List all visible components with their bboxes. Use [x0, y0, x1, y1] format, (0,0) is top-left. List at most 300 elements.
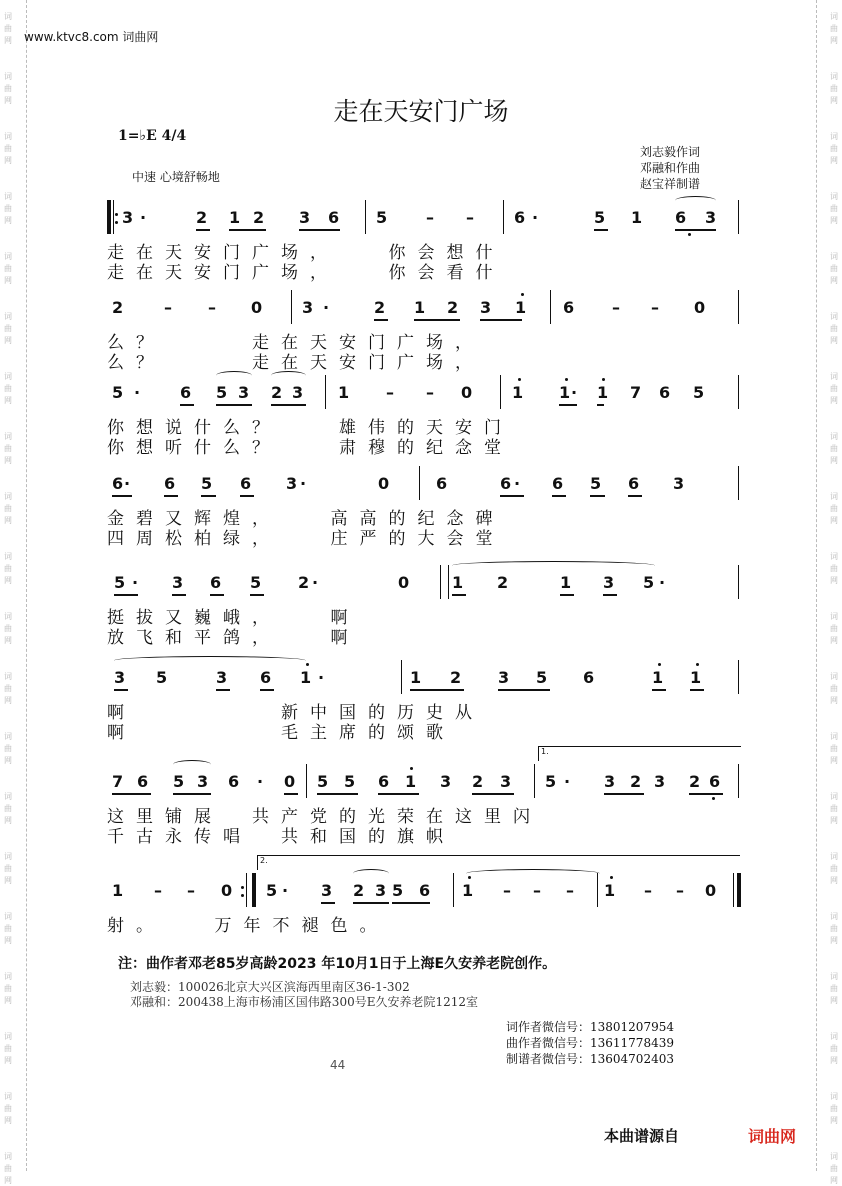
watermark-char: 网: [830, 516, 838, 525]
lyric-line: 挺拔又巍峨， 啊: [107, 608, 360, 628]
watermark-char: 词: [830, 72, 838, 81]
watermark-char: 网: [830, 1056, 838, 1065]
volta-bracket: 1.: [538, 746, 741, 761]
volta-bracket: 2.: [257, 855, 740, 870]
note-token: 1: [690, 668, 702, 687]
beat-underline: [392, 902, 430, 904]
octave-dot: [518, 378, 521, 381]
note-token: 1: [512, 383, 524, 402]
watermark-char: 词: [4, 552, 12, 561]
composition-note: 注：曲作者邓老85岁高龄2023 年10月1日于上海E久安养老院创作。: [118, 956, 557, 972]
note-token: 6: [228, 772, 240, 791]
note-token: 5: [536, 668, 548, 687]
lyric-line: 走在天安门广场， 你会看什: [107, 263, 505, 283]
lyric-line: 么？ 走在天安门广场，: [107, 353, 484, 373]
watermark-char: 词: [830, 432, 838, 441]
note-token: 6: [514, 208, 526, 227]
lyric-line: 这里铺展 共产党的光荣在这里闪: [107, 807, 542, 827]
watermark-char: 曲: [4, 144, 12, 153]
watermark-char: 曲: [4, 204, 12, 213]
watermark-char: 网: [4, 216, 12, 225]
watermark-char: 词: [830, 132, 838, 141]
barline: [733, 873, 734, 907]
watermark-char: 网: [4, 1176, 12, 1185]
beat-underline: [552, 495, 566, 497]
beat-underline: [675, 229, 716, 231]
watermark-char: 网: [830, 336, 838, 345]
slur-arc: [114, 656, 306, 665]
octave-dot: [410, 767, 413, 770]
beat-underline: [112, 793, 151, 795]
watermark-char: 网: [830, 1116, 838, 1125]
watermark-char: 网: [4, 1056, 12, 1065]
beat-underline: [594, 229, 608, 231]
slur-arc: [675, 196, 716, 205]
beat-underline: [210, 594, 224, 596]
note-token: 6: [419, 881, 431, 900]
beat-underline: [590, 495, 605, 497]
note-token: 5: [344, 772, 356, 791]
note-token: 3: [375, 881, 387, 900]
note-token: 1: [560, 573, 572, 592]
note-token: 6: [112, 474, 124, 493]
note-token: 3: [440, 772, 452, 791]
watermark-char: 网: [4, 816, 12, 825]
note-token: 2: [353, 881, 365, 900]
note-token: 2: [630, 772, 642, 791]
watermark-char: 网: [4, 936, 12, 945]
note-token: 2: [450, 668, 462, 687]
watermark-char: 曲: [830, 384, 838, 393]
watermark-char: 词: [4, 72, 12, 81]
watermark-char: 词: [4, 912, 12, 921]
octave-dot: [602, 378, 605, 381]
note-token: 0: [221, 881, 233, 900]
watermark-char: 网: [830, 936, 838, 945]
beat-underline: [196, 229, 210, 231]
slur-arc: [353, 869, 389, 878]
address-line: 刘志毅：100026北京大兴区滨海西里南区36-1-302: [130, 980, 410, 994]
watermark-char: 词: [4, 672, 12, 681]
watermark-char: 网: [830, 156, 838, 165]
note-token: ·: [124, 474, 131, 493]
lyric-line: 四周松柏绿， 庄严的大会堂: [107, 529, 505, 549]
watermark-char: 曲: [4, 924, 12, 933]
note-token: 6: [180, 383, 192, 402]
note-token: 1: [112, 881, 124, 900]
note-token: 1: [631, 208, 643, 227]
note-token: ·: [282, 881, 289, 900]
watermark-char: 词: [4, 1092, 12, 1101]
watermark-char: 网: [830, 216, 838, 225]
slur-arc: [216, 371, 252, 380]
repeat-dot: [115, 213, 118, 216]
note-token: –: [644, 881, 652, 900]
watermark-char: 网: [4, 336, 12, 345]
barline: [597, 873, 598, 907]
note-token: 5: [545, 772, 557, 791]
beat-underline: [498, 689, 550, 691]
barline: [738, 466, 739, 500]
beat-underline: [452, 594, 466, 596]
beat-underline: [173, 793, 211, 795]
watermark-char: 曲: [830, 624, 838, 633]
lyric-line: 射。 万年不褪色。: [107, 916, 389, 936]
watermark-char: 网: [830, 396, 838, 405]
watermark-char: 词: [830, 192, 838, 201]
watermark-char: 词: [4, 192, 12, 201]
note-token: 6: [500, 474, 512, 493]
note-token: 1: [604, 881, 616, 900]
watermark-char: 网: [830, 636, 838, 645]
barline: [365, 200, 366, 234]
octave-dot: [610, 876, 613, 879]
watermark-char: 曲: [830, 144, 838, 153]
note-token: 2: [271, 383, 283, 402]
watermark-char: 词: [830, 792, 838, 801]
watermark-char: 曲: [4, 1044, 12, 1053]
watermark-char: 词: [4, 1152, 12, 1161]
watermark-char: 曲: [830, 204, 838, 213]
beat-underline: [114, 594, 138, 596]
watermark-char: 曲: [4, 864, 12, 873]
note-token: –: [426, 208, 434, 227]
barline: [419, 466, 420, 500]
watermark-char: 词: [4, 492, 12, 501]
note-token: 1: [414, 298, 426, 317]
lyric-line: 千古永传唱 共和国的旗帜: [107, 827, 455, 847]
note-token: –: [503, 881, 511, 900]
note-token: 5: [114, 573, 126, 592]
watermark-char: 网: [830, 96, 838, 105]
slur-arc: [173, 760, 211, 769]
credits: [640, 144, 700, 192]
note-token: 3: [122, 208, 134, 227]
slur-arc: [466, 869, 600, 878]
barline: [737, 873, 741, 907]
watermark-char: 网: [830, 36, 838, 45]
watermark-char: 网: [830, 456, 838, 465]
note-token: 1: [405, 772, 417, 791]
beat-underline: [628, 495, 642, 497]
beat-underline: [410, 689, 464, 691]
note-token: 0: [694, 298, 706, 317]
watermark-char: 网: [830, 996, 838, 1005]
note-token: 3: [216, 668, 228, 687]
slur-arc: [271, 371, 306, 380]
barline: [246, 873, 247, 907]
note-token: 7: [630, 383, 642, 402]
note-token: 2: [253, 208, 265, 227]
note-token: 3: [498, 668, 510, 687]
watermark-char: 词: [830, 252, 838, 261]
watermark-char: 词: [4, 132, 12, 141]
watermark-char: 网: [830, 876, 838, 885]
note-token: 1: [300, 668, 312, 687]
lyric-line: 你想说什么？ 雄伟的天安门: [107, 418, 513, 438]
watermark-char: 曲: [830, 864, 838, 873]
site-url[interactable]: www.ktvc8.com 词曲网: [24, 30, 159, 44]
note-token: 6: [709, 772, 721, 791]
watermark-char: 曲: [4, 564, 12, 573]
site-logo[interactable]: 词曲网: [748, 1127, 797, 1146]
watermark-char: 曲: [830, 564, 838, 573]
watermark-char: 词: [4, 372, 12, 381]
beat-underline: [229, 229, 266, 231]
note-token: ·: [318, 668, 325, 687]
watermark-char: 网: [830, 576, 838, 585]
barline: [291, 290, 292, 324]
note-token: 0: [461, 383, 473, 402]
watermark-char: 词: [830, 552, 838, 561]
note-token: 6: [659, 383, 671, 402]
watermark-char: 网: [4, 636, 12, 645]
beat-underline: [321, 902, 335, 904]
note-token: ·: [312, 573, 319, 592]
note-token: 3: [292, 383, 304, 402]
note-token: –: [386, 383, 394, 402]
note-token: 0: [251, 298, 263, 317]
watermark-char: 曲: [830, 1044, 838, 1053]
note-token: 6: [210, 573, 222, 592]
beat-underline: [652, 689, 666, 691]
note-token: 2: [112, 298, 124, 317]
note-token: ·: [134, 383, 141, 402]
lyric-line: 放飞和平鸽， 啊: [107, 628, 360, 648]
note-token: 5: [250, 573, 262, 592]
barline: [738, 565, 739, 599]
note-token: 6: [378, 772, 390, 791]
address-block: [130, 980, 478, 1010]
watermark-char: 曲: [830, 744, 838, 753]
watermark-char: 词: [830, 492, 838, 501]
note-token: 6: [260, 668, 272, 687]
note-token: ·: [659, 573, 666, 592]
watermark-char: 词: [4, 732, 12, 741]
barline: [107, 200, 111, 234]
note-token: 5: [590, 474, 602, 493]
note-token: 1: [338, 383, 350, 402]
note-token: 3: [705, 208, 717, 227]
watermark-char: 词: [4, 792, 12, 801]
source-label: 本曲谱源自: [604, 1127, 680, 1145]
note-token: –: [426, 383, 434, 402]
lyric-line: 啊 毛主席的颂歌: [107, 723, 455, 743]
note-token: ·: [140, 208, 147, 227]
barline: [738, 764, 739, 798]
note-token: 6: [436, 474, 448, 493]
beat-underline: [378, 793, 419, 795]
watermark-char: 网: [4, 996, 12, 1005]
beat-underline: [559, 404, 577, 406]
note-token: 2: [689, 772, 701, 791]
note-token: ·: [532, 208, 539, 227]
watermark-char: 网: [830, 276, 838, 285]
note-token: 3: [299, 208, 311, 227]
note-token: 3: [286, 474, 298, 493]
octave-dot: [658, 663, 661, 666]
watermark-char: 词: [4, 432, 12, 441]
watermark-char: 曲: [830, 804, 838, 813]
repeat-dot: [241, 894, 244, 897]
note-token: 6: [137, 772, 149, 791]
watermark-char: 曲: [4, 504, 12, 513]
beat-underline: [472, 793, 514, 795]
watermark-char: 曲: [4, 84, 12, 93]
tempo-marking: 中速 心境舒畅地: [132, 170, 220, 184]
beat-underline: [180, 404, 194, 406]
watermark-char: 曲: [4, 804, 12, 813]
note-token: ·: [564, 772, 571, 791]
beat-underline: [414, 319, 460, 321]
watermark-char: 曲: [4, 24, 12, 33]
address-line: 邓融和：200438上海市杨浦区国伟路300号E久安养老院1212室: [130, 995, 479, 1009]
barline: [401, 660, 402, 694]
watermark-char: 曲: [830, 324, 838, 333]
watermark-char: 词: [4, 312, 12, 321]
note-token: 5: [643, 573, 655, 592]
wechat-block: [506, 1019, 674, 1067]
watermark-char: 曲: [4, 264, 12, 273]
watermark-char: 词: [830, 1092, 838, 1101]
barline: [738, 375, 739, 409]
beat-underline: [250, 594, 264, 596]
key-signature: 1=♭E 4/4: [118, 128, 187, 144]
lyric-line: 金碧又辉煌， 高高的纪念碑: [107, 509, 505, 529]
beat-underline: [603, 594, 617, 596]
octave-dot: [468, 876, 471, 879]
note-token: –: [154, 881, 162, 900]
beat-underline: [271, 404, 306, 406]
note-token: 6: [628, 474, 640, 493]
beat-underline: [201, 495, 216, 497]
watermark-char: 网: [4, 756, 12, 765]
watermark-char: 词: [830, 912, 838, 921]
watermark-char: 网: [4, 156, 12, 165]
watermark-char: 曲: [830, 264, 838, 273]
watermark-char: 网: [4, 276, 12, 285]
watermark-char: 词: [4, 252, 12, 261]
note-token: 3: [604, 772, 616, 791]
beat-underline: [317, 793, 358, 795]
note-token: 3: [302, 298, 314, 317]
watermark-char: 词: [4, 972, 12, 981]
watermark-char: 曲: [830, 84, 838, 93]
beat-underline: [114, 689, 128, 691]
note-token: 3: [321, 881, 333, 900]
beat-underline: [500, 495, 524, 497]
octave-dot: [306, 663, 309, 666]
octave-dot: [696, 663, 699, 666]
barline: [503, 200, 504, 234]
watermark-char: 网: [830, 696, 838, 705]
watermark-char: 网: [830, 756, 838, 765]
barline: [738, 200, 739, 234]
beat-underline: [112, 495, 132, 497]
watermark-char: 网: [4, 456, 12, 465]
beat-underline: [164, 495, 178, 497]
beat-underline: [216, 689, 230, 691]
octave-dot: [565, 378, 568, 381]
watermark-char: 曲: [830, 684, 838, 693]
note-token: 3: [603, 573, 615, 592]
page-number: 44: [330, 1058, 346, 1072]
note-token: 3: [500, 772, 512, 791]
watermark-char: 曲: [830, 1104, 838, 1113]
watermark-char: 曲: [4, 744, 12, 753]
octave-dot: [521, 293, 524, 296]
wechat-line: 词作者微信号：13801207954: [506, 1020, 674, 1034]
slur-arc: [452, 561, 655, 570]
beat-underline: [480, 319, 522, 321]
lyricist-credit: 刘志毅作词: [640, 145, 701, 159]
wechat-line: 制谱者微信号：13604702403: [506, 1052, 674, 1066]
watermark-char: 网: [4, 1116, 12, 1125]
repeat-dot: [115, 221, 118, 224]
beat-underline: [689, 793, 723, 795]
note-token: 1: [559, 383, 571, 402]
note-token: ·: [323, 298, 330, 317]
note-token: 1: [452, 573, 464, 592]
barline: [440, 565, 441, 599]
note-token: –: [676, 881, 684, 900]
note-token: –: [612, 298, 620, 317]
note-token: 5: [317, 772, 329, 791]
barline: [448, 565, 449, 599]
barline: [306, 764, 307, 798]
note-token: 3: [480, 298, 492, 317]
watermark-char: 曲: [4, 384, 12, 393]
watermark-char: 曲: [830, 504, 838, 513]
watermark-char: 词: [830, 732, 838, 741]
beat-underline: [597, 404, 604, 406]
watermark-char: 曲: [830, 24, 838, 33]
watermark-char: 词: [4, 612, 12, 621]
note-token: 1: [515, 298, 527, 317]
note-token: 7: [112, 772, 124, 791]
note-token: 5: [173, 772, 185, 791]
note-token: –: [187, 881, 195, 900]
note-token: 5: [392, 881, 404, 900]
watermark-char: 曲: [830, 924, 838, 933]
note-token: 5: [594, 208, 606, 227]
note-token: ·: [132, 573, 139, 592]
note-token: 1: [652, 668, 664, 687]
watermark-char: 网: [830, 816, 838, 825]
watermark-char: 曲: [830, 1164, 838, 1173]
note-token: 6: [328, 208, 340, 227]
note-token: 6: [563, 298, 575, 317]
watermark-char: 网: [4, 696, 12, 705]
note-token: –: [566, 881, 574, 900]
note-token: –: [651, 298, 659, 317]
repeat-dot: [241, 886, 244, 889]
watermark-char: 曲: [4, 1104, 12, 1113]
note-token: 1: [597, 383, 609, 402]
note-token: 5: [216, 383, 228, 402]
watermark-char: 曲: [4, 624, 12, 633]
barline: [738, 660, 739, 694]
watermark-char: 词: [830, 1152, 838, 1161]
watermark-char: 曲: [4, 684, 12, 693]
beat-underline: [353, 902, 389, 904]
note-token: 1: [229, 208, 241, 227]
note-token: 5: [266, 881, 278, 900]
watermark-char: 曲: [830, 984, 838, 993]
barline: [738, 290, 739, 324]
beat-underline: [284, 793, 298, 795]
note-token: –: [466, 208, 474, 227]
